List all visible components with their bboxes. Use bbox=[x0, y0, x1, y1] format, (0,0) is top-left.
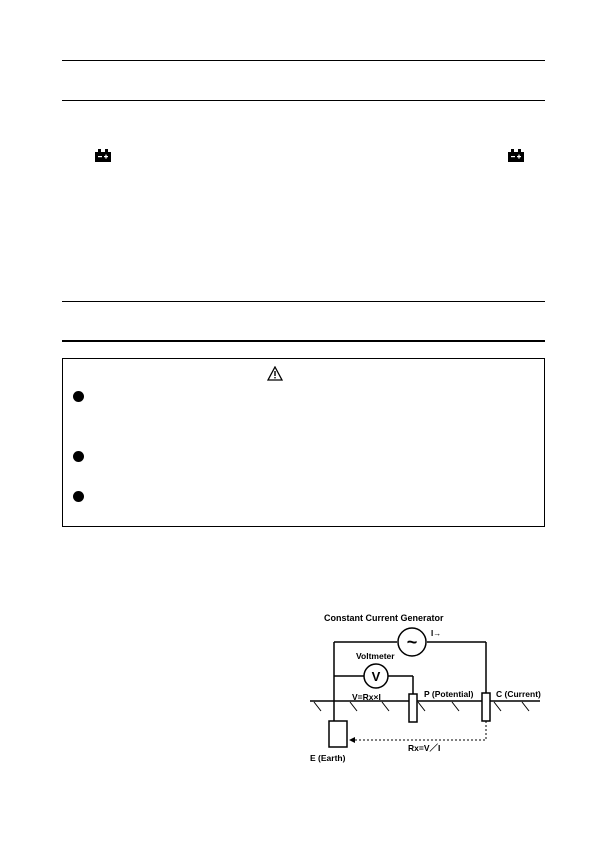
current-label: I→ bbox=[431, 629, 442, 638]
potential-electrode bbox=[409, 694, 417, 722]
voltmeter-symbol-text: V bbox=[371, 669, 381, 684]
section-rule bbox=[62, 301, 545, 302]
battery-icon bbox=[508, 149, 524, 162]
resistance-formula: Rx=V／I bbox=[408, 743, 441, 753]
heading-rule bbox=[62, 340, 545, 342]
voltmeter-label: Voltmeter bbox=[356, 651, 395, 661]
warning-box bbox=[62, 358, 545, 527]
potential-label: P (Potential) bbox=[424, 689, 474, 699]
bullet-dot-icon bbox=[73, 491, 84, 502]
generator-symbol-text: ~ bbox=[406, 632, 418, 652]
voltage-formula: V=Rx×I bbox=[352, 692, 381, 702]
top-rule bbox=[62, 60, 545, 61]
bullet-dot-icon bbox=[73, 391, 84, 402]
battery-icon bbox=[95, 149, 111, 162]
section-rule bbox=[62, 100, 545, 101]
earth-electrode bbox=[329, 721, 347, 747]
current-electrode bbox=[482, 693, 490, 721]
dotted-return-arrow bbox=[350, 721, 486, 740]
warning-triangle-icon bbox=[267, 366, 283, 381]
current-electrode-label: C (Current) bbox=[496, 689, 541, 699]
ground-hatch bbox=[314, 702, 529, 711]
bullet-dot-icon bbox=[73, 451, 84, 462]
generator-label: Constant Current Generator bbox=[324, 613, 444, 623]
earth-label: E (Earth) bbox=[310, 753, 346, 763]
earth-resistance-diagram bbox=[300, 608, 550, 773]
